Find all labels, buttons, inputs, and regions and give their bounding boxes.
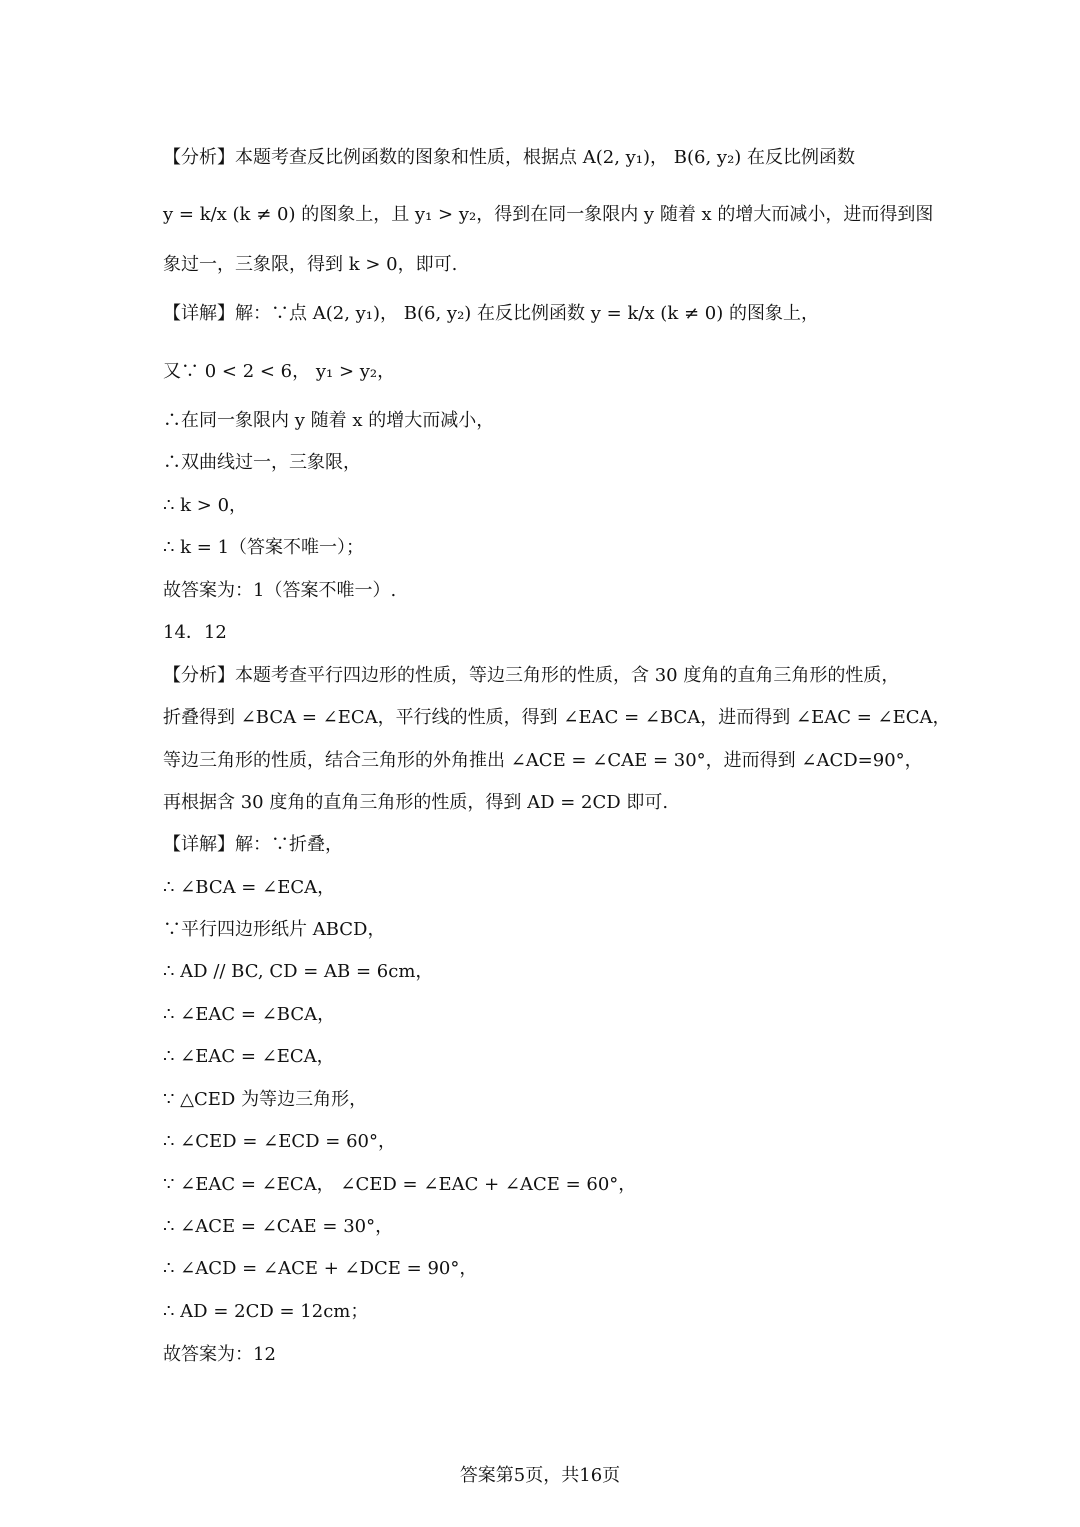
text-line: ∵平行四边形纸片 ABCD， xyxy=(163,919,386,940)
text-line: ∴ AD // BC, CD = AB = 6cm， xyxy=(163,961,434,982)
text-line: ∴ ∠ACE = ∠CAE = 30°， xyxy=(163,1216,394,1237)
text-line: ∴ ∠CED = ∠ECD = 60°， xyxy=(163,1131,396,1152)
text-line: ∴ ∠EAC = ∠BCA， xyxy=(163,1004,336,1025)
question-number: 14．12 xyxy=(163,622,227,643)
text-line: ∴ ∠BCA = ∠ECA， xyxy=(163,877,336,898)
text-line: ∵ ∠EAC = ∠ECA， ∠CED = ∠EAC + ∠ACE = 60°， xyxy=(163,1174,637,1195)
text-line: 折叠得到 ∠BCA = ∠ECA，平行线的性质，得到 ∠EAC = ∠BCA，进而得到 ∠EAC = ∠ECA， xyxy=(163,707,951,728)
text-line: ∴双曲线过一，三象限， xyxy=(163,452,361,473)
text-line: 【分析】本题考查反比例函数的图象和性质，根据点 A(2, y₁)， B(6, y₂) 在反比例函数 xyxy=(163,147,856,168)
text-line: ∴ k = 1（答案不唯一）； xyxy=(163,537,365,558)
text-line: 故答案为：12 xyxy=(163,1344,276,1365)
text-line: ∵ △CED 为等边三角形， xyxy=(163,1089,368,1110)
text-line: ∴在同一象限内 y 随着 x 的增大而减小， xyxy=(163,410,495,431)
text-line: 【详解】解：∵折叠， xyxy=(163,834,343,855)
text-line: 象过一，三象限，得到 k > 0，即可. xyxy=(163,254,458,275)
text-line: ∴ ∠EAC = ∠ECA， xyxy=(163,1046,335,1067)
text-line: 又∵ 0 < 2 < 6， y₁ > y₂， xyxy=(163,361,396,382)
text-line: 【详解】解：∵点 A(2, y₁)， B(6, y₂) 在反比例函数 y = k/x (k ≠ 0) 的图象上， xyxy=(163,303,819,324)
page-footer: 答案第5页，共16页 xyxy=(459,1465,621,1486)
text-line: 再根据含 30 度角的直角三角形的性质，得到 AD = 2CD 即可. xyxy=(163,792,669,813)
text-line: ∴ k > 0， xyxy=(163,495,248,516)
text-line: y = k/x (k ≠ 0) 的图象上，且 y₁ > y₂，得到在同一象限内 y 随着 x 的增大而减小，进而得到图 xyxy=(163,204,934,225)
text-line: 故答案为：1（答案不唯一）. xyxy=(163,580,397,601)
text-line: ∴ AD = 2CD = 12cm； xyxy=(163,1301,369,1322)
text-line: ∴ ∠ACD = ∠ACE + ∠DCE = 90°， xyxy=(163,1258,478,1279)
text-line: 等边三角形的性质，结合三角形的外角推出 ∠ACE = ∠CAE = 30°，进而得到 ∠ACD=90°， xyxy=(163,750,923,771)
text-line: 【分析】本题考查平行四边形的性质，等边三角形的性质，含 30 度角的直角三角形的性质， xyxy=(163,665,900,686)
